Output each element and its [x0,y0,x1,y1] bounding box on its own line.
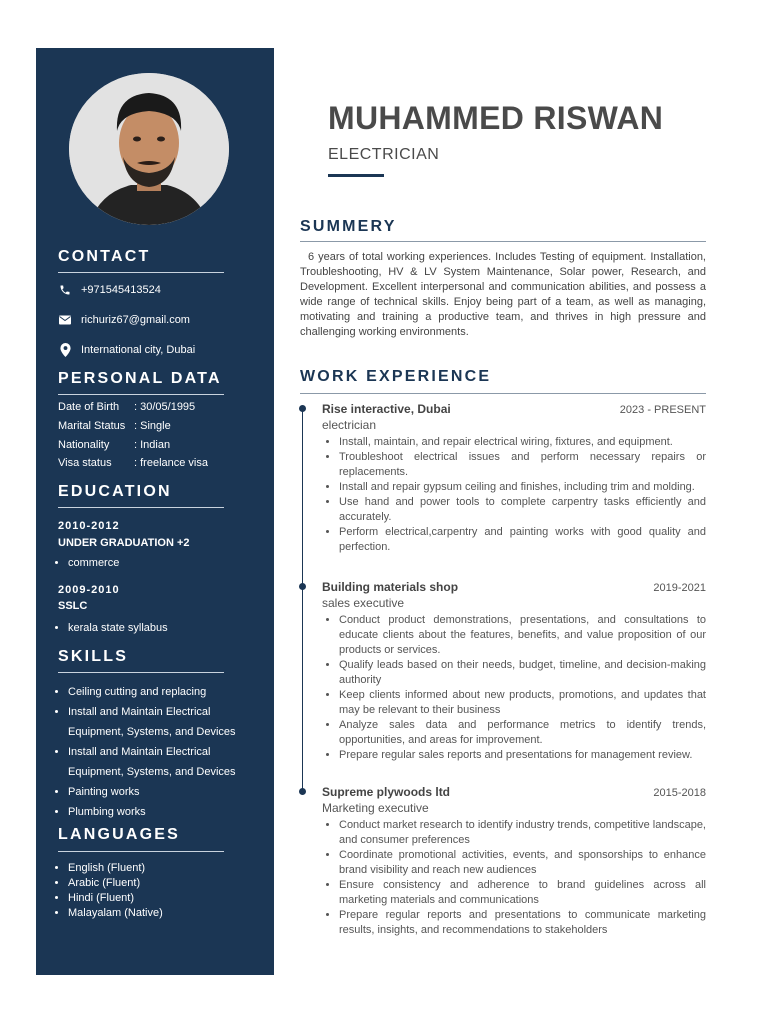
languages-title: LANGUAGES [58,826,181,843]
languages-divider [58,851,224,852]
job-bullet: • Perform electrical,carpentry and painting works with good quality and perfection. [339,525,706,555]
job-company: Building materials shop [322,580,459,594]
job-bullet: • Analyze sales data and performance metrics to identify trends, opportunities, and areas for improvement. [339,718,706,748]
language-item: • English (Fluent) [68,861,163,876]
job-bullets [322,613,706,763]
personal-value: : Single [134,420,171,432]
job-company: Rise interactive, Dubai [322,402,451,416]
profile-photo [69,73,229,225]
personal-value: : freelance visa [134,457,208,469]
education-title: EDUCATION [58,483,172,500]
job-entry [322,402,706,555]
work-experience-divider [300,393,706,394]
profile-photo-illustration [69,73,229,225]
sidebar [36,48,274,975]
contact-title: CONTACT [58,248,151,265]
education-years: 2009-2010 [58,584,120,596]
job-bullets [322,435,706,555]
name-underline [328,174,384,177]
job-role: electrician [322,418,377,432]
phone-number[interactable]: +971545413524 [81,284,161,296]
education-detail: • kerala state syllabus [68,622,168,634]
job-header [322,785,706,799]
email-address[interactable]: richuriz67@gmail.com [81,314,190,326]
timeline-line [302,408,303,794]
personal-key: Marital Status [58,420,126,432]
language-item: • Hindi (Fluent) [68,891,163,906]
personal-row-visa [58,457,208,469]
education-divider [58,507,224,508]
summary-divider [300,241,706,242]
skill-item: • Plumbing works [68,802,258,822]
personal-row-dob [58,401,195,413]
skills-list [56,682,258,822]
education-detail: • commerce [68,557,119,569]
education-degree: UNDER GRADUATION +2 [58,537,190,549]
personal-value: : Indian [134,439,171,451]
timeline-dot [299,583,306,590]
job-bullet: • Conduct market research to identify industry trends, competitive landscape, and consumer preferences [339,818,706,848]
job-bullet: • Install and repair gypsum ceiling and finishes, including trim and molding. [339,480,706,495]
job-bullet: • Troubleshoot electrical issues and perform necessary repairs or replacements. [339,450,706,480]
summary-text [300,250,706,340]
education-degree: SSLC [58,600,88,612]
job-bullet: • Coordinate promotional activities, events, and sponsorships to enhance brand visibility and reach new audiences [339,848,706,878]
personal-key: Nationality [58,439,110,451]
timeline-dot [299,788,306,795]
job-dates: 2023 - PRESENT [619,404,706,416]
candidate-role: ELECTRICIAN [328,146,440,163]
job-entry [322,580,706,763]
job-bullet: • Use hand and power tools to complete carpentry tasks efficiently and accurately. [339,495,706,525]
job-header [322,580,706,594]
job-bullet: • Install, maintain, and repair electrical wiring, fixtures, and equipment. [339,435,706,450]
language-item: • Arabic (Fluent) [68,876,163,891]
job-dates: 2015-2018 [653,787,706,799]
skill-item: • Install and Maintain Electrical Equipment, Systems, and Devices [68,702,258,742]
languages-list [56,861,163,921]
personal-value: : 30/05/1995 [134,401,196,413]
job-bullet: • Keep clients informed about new products, promotions, and updates that may be relevant to their business [339,688,706,718]
skill-item: • Install and Maintain Electrical Equipment, Systems, and Devices [68,742,258,782]
skill-item: • Painting works [68,782,258,802]
timeline-dot [299,405,306,412]
job-bullet: • Prepare regular reports and presentations to communicate marketing results, insights, and recommendations to stakeholders [339,908,706,938]
location-pin-icon [58,343,72,357]
job-bullets [322,818,706,938]
job-header [322,402,706,416]
education-details [56,622,168,634]
education-years: 2010-2012 [58,520,120,532]
personal-data-title: PERSONAL DATA [58,370,222,387]
job-company: Supreme plywoods ltd [322,785,451,799]
job-bullet: • Conduct product demonstrations, presentations, and consultations to educate clients about the features, benefits, and value proposition of our products or services. [339,613,706,658]
mail-icon [58,313,72,327]
summary-body: 6 years of total working experiences. Includes Testing of equipment. Installation, Troubleshooting, HV & LV System Maintenance, Solar power, Research, and Development. Excellent interpersonal and communication abilities, and possess a wide range of technical skills. Enjoy being part of a team, as well as managing, motivating and training a productive team, and thrives in high pressure and challenging working environments. [300,251,706,338]
candidate-name: MUHAMMED RISWAN [328,100,664,136]
skill-item: • Ceiling cutting and replacing [68,682,258,702]
personal-key: Visa status [58,457,112,469]
contact-phone [58,283,161,297]
job-role: Marketing executive [322,801,429,815]
language-item: • Malayalam (Native) [68,906,163,921]
personal-key: Date of Birth [58,401,120,413]
personal-row-marital [58,420,171,432]
personal-data-divider [58,394,224,395]
contact-email [58,313,190,327]
job-entry [322,785,706,938]
work-experience-title: WORK EXPERIENCE [300,368,492,385]
skills-divider [58,672,224,673]
contact-address [58,343,195,357]
job-bullet: • Ensure consistency and adherence to brand guidelines across all marketing materials and communications [339,878,706,908]
job-role: sales executive [322,596,405,610]
phone-icon [58,283,72,297]
summary-title: SUMMERY [300,218,397,235]
job-dates: 2019-2021 [653,582,706,594]
personal-row-nationality [58,439,170,451]
skills-title: SKILLS [58,648,129,665]
job-bullet: • Prepare regular sales reports and presentations for management review. [339,748,706,763]
education-details [56,557,119,569]
address-text: International city, Dubai [81,344,196,356]
contact-divider [58,272,224,273]
job-bullet: • Qualify leads based on their needs, budget, timeline, and decision-making authority [339,658,706,688]
